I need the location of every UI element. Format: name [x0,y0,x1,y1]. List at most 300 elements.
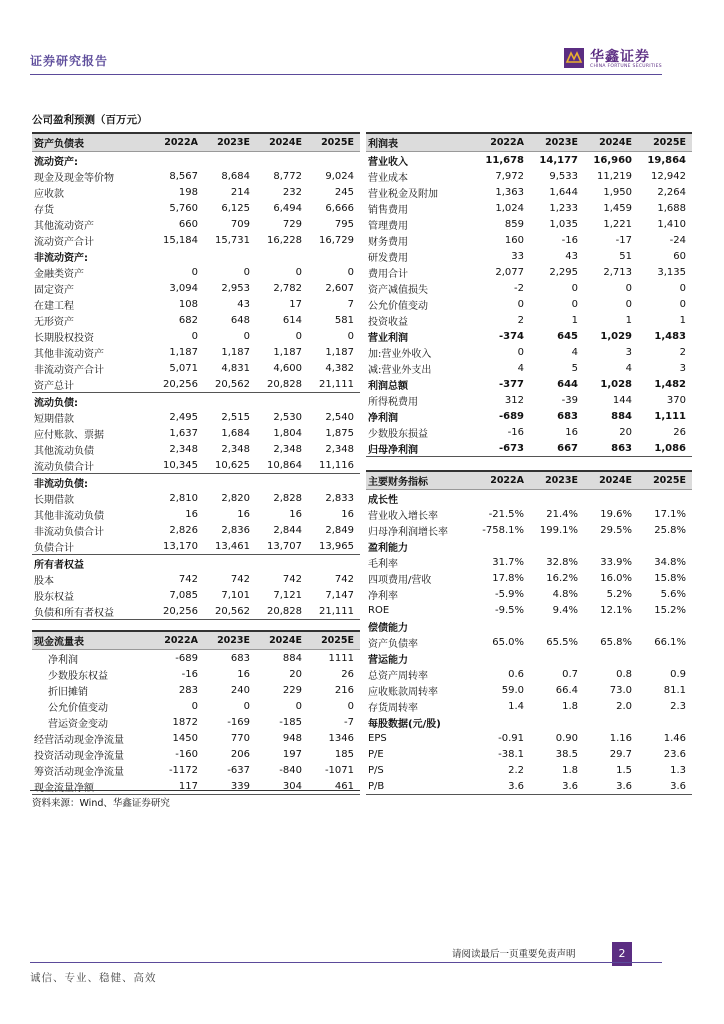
cell-value: 2,713 [603,266,632,278]
cell-value [474,714,530,730]
table-row [32,393,360,410]
row-label: 应收款 [34,188,64,200]
table-row [366,762,692,778]
cell-value [584,714,638,730]
table-row [32,200,360,216]
table-row [32,571,360,587]
table-row [366,746,692,762]
row-label: 管理费用 [368,220,408,232]
cell-value: 370 [666,394,686,406]
table-title: 主要财务指标 [366,471,474,490]
row-label: 非流动负债: [34,478,88,490]
row-label: 存货周转率 [368,702,418,714]
table-row [366,280,692,296]
row-label: 应收账款周转率 [368,686,438,698]
cell-value: 7,121 [273,589,302,601]
row-label: 研发费用 [368,252,408,264]
table-row [32,555,360,572]
cell-value [638,490,692,507]
cell-value: 0 [347,330,354,342]
table-row [32,264,360,280]
row-label: 少数股东权益 [48,670,108,682]
cell-value: 1,029 [600,330,632,342]
cell-value: 66.4 [555,684,578,696]
cell-value: 16.0% [600,572,632,584]
table-row [32,666,360,682]
cell-value: 20,256 [152,376,204,393]
cell-value [308,474,360,491]
cell-value: 16,960 [593,154,632,166]
cell-value: 0 [191,700,198,712]
column-header: 2022A [474,471,530,490]
cell-value: 1 [625,314,632,326]
cell-value: 1.46 [663,732,686,744]
table-row [32,312,360,328]
cell-value: 43 [565,250,578,262]
column-header: 2024E [584,133,638,152]
cell-value: 2,826 [169,524,198,536]
cell-value: 23.6 [663,748,686,760]
cell-value: 2,295 [549,266,578,278]
cell-value: 8,772 [273,170,302,182]
cell-value: 645 [557,330,578,342]
table-row [32,714,360,730]
cell-value: -39 [561,394,578,406]
cell-value: 7 [347,298,354,310]
cell-value: 16 [237,668,250,680]
cell-value: 13,707 [256,538,308,555]
cell-value: -169 [227,716,250,728]
table-row [366,714,692,730]
cell-value: 1.3 [670,764,686,776]
cell-value: 65.5% [546,636,578,648]
cell-value: 0 [243,330,250,342]
cell-value: 2.0 [616,700,632,712]
row-label: 非流动资产合计 [34,364,104,376]
cell-value: 14,177 [539,154,578,166]
row-label: 其他非流动资产 [34,348,104,360]
cell-value: 19.6% [600,508,632,520]
cell-value: -16 [181,668,198,680]
table-row [32,216,360,232]
cell-value: 0 [517,298,524,310]
cell-value: 2,782 [273,282,302,294]
cell-value: 1346 [328,732,354,744]
cell-value: 0.7 [562,668,578,680]
column-header: 2023E [530,471,584,490]
cell-value: 43 [237,298,250,310]
cell-value: 108 [178,298,198,310]
financial-ratios-table [366,470,692,795]
row-label: 所得税费用 [368,396,418,408]
cell-value: -689 [498,410,524,422]
row-label: P/E [368,748,384,760]
cell-value: 7,147 [325,589,354,601]
cell-value: 648 [230,314,250,326]
table-row [366,440,692,457]
row-label: 营业收入 [368,156,408,168]
report-header-title: 证券研究报告 [30,54,109,68]
cell-value: 214 [230,186,250,198]
cell-value: 5.2% [606,588,632,600]
cell-value: 2 [517,314,524,326]
cell-value: 1872 [172,716,198,728]
table-row [32,778,360,795]
cell-value: 1,086 [638,440,692,457]
table-row [32,490,360,506]
cell-value [638,538,692,554]
cell-value: 795 [334,218,354,230]
table-row [32,409,360,425]
cell-value [584,618,638,634]
row-label: 无形资产 [34,316,74,328]
cell-value [638,618,692,634]
cell-value: 1,644 [549,186,578,198]
cell-value: 206 [230,748,250,760]
cell-value [256,474,308,491]
cell-value [256,152,308,169]
cell-value: 81.1 [663,684,686,696]
row-label: 费用合计 [368,268,408,280]
row-label: 营业成本 [368,172,408,184]
cell-value: 4,600 [273,362,302,374]
row-label: 在建工程 [34,300,74,312]
row-label: 资产总计 [32,376,152,393]
column-header: 2025E [308,631,360,650]
cell-value: 0 [347,700,354,712]
row-label: 归母净利润增长率 [368,526,448,538]
cell-value [308,248,360,264]
cell-value: 6,666 [325,202,354,214]
cell-value: 31.7% [492,556,524,568]
table-row [366,360,692,376]
cell-value: 10,345 [152,457,204,474]
cell-value: 1,688 [657,202,686,214]
cell-value: 0 [295,700,302,712]
column-header: 2024E [256,631,308,650]
cell-value: -758.1% [482,524,524,536]
cell-value: 1,035 [549,218,578,230]
table-row [366,634,692,650]
cell-value: -377 [498,378,524,390]
table-row [366,200,692,216]
row-label: 折旧摊销 [48,686,88,698]
cell-value: 13,461 [204,538,256,555]
footer-divider [30,962,662,963]
column-header: 2025E [638,133,692,152]
cell-value: -0.91 [498,732,524,744]
cell-value: 20,828 [256,376,308,393]
row-label: 利润总额 [368,380,408,392]
brand-subtitle: CHINA FORTUNE SECURITIES [590,64,662,69]
cell-value: 15,184 [163,234,198,246]
cell-value: 1,804 [273,427,302,439]
column-header: 2023E [204,631,256,650]
table-row [32,168,360,184]
cell-value: 729 [282,218,302,230]
header-divider [30,74,662,75]
cell-value: 8,684 [221,170,250,182]
cell-value: 16 [565,426,578,438]
cell-value: 185 [334,748,354,760]
cell-value: 12,942 [651,170,686,182]
cell-value [152,393,204,410]
cell-value [584,490,638,507]
cashflow-table [32,630,360,795]
table-row [366,168,692,184]
cell-value: 11,219 [597,170,632,182]
cell-value: 2,348 [273,443,302,455]
row-label: 每股数据(元/股) [368,718,441,730]
brand-logo [564,46,664,74]
cell-value: 1,950 [603,186,632,198]
cell-value: 10,864 [256,457,308,474]
row-label: 减:营业外支出 [368,364,432,376]
cell-value: 682 [178,314,198,326]
table-row [32,730,360,746]
table-row [366,232,692,248]
cell-value: 683 [230,652,250,664]
cell-value: 20,828 [256,603,308,620]
row-label: 流动负债: [34,397,78,409]
cell-value: 581 [334,314,354,326]
cell-value: 2,828 [273,492,302,504]
cell-value: 9,533 [549,170,578,182]
cell-value: 33 [511,250,524,262]
row-label: 归母净利润 [366,440,474,457]
table-row [32,248,360,264]
cell-value: 1,410 [657,218,686,230]
cell-value: -1172 [168,764,198,776]
footer-motto: 诚信、专业、稳健、高效 [30,972,157,984]
cell-value: 1,024 [495,202,524,214]
cell-value: 1,187 [169,346,198,358]
cell-value: 1,363 [495,186,524,198]
table-row [366,344,692,360]
cell-value: 2,348 [169,443,198,455]
cell-value: 0.6 [508,668,524,680]
cell-value: 2,833 [325,492,354,504]
cell-value: 144 [612,394,632,406]
row-label: 公允价值变动 [48,702,108,714]
cell-value: 3 [625,346,632,358]
cell-value: -637 [227,764,250,776]
section-title: 公司盈利预测（百万元） [32,114,148,126]
income-statement-table [366,132,692,457]
cell-value: 0.90 [555,732,578,744]
column-header: 2024E [584,471,638,490]
cell-value: -5.9% [494,588,524,600]
cell-value: 60 [673,250,686,262]
cell-value [204,393,256,410]
cell-value: 859 [504,218,524,230]
cell-value: 34.8% [654,556,686,568]
cell-value: 0 [295,330,302,342]
cell-value: -7 [344,716,354,728]
row-label: 所有者权益 [34,559,84,571]
table-title: 现金流量表 [32,631,152,650]
cell-value: 0 [571,298,578,310]
balance-sheet-table [32,132,360,620]
cell-value: 198 [178,186,198,198]
row-label: 非流动负债合计 [34,526,104,538]
table-row [32,746,360,762]
cell-value: 4,831 [221,362,250,374]
row-label: 流动资产: [34,156,78,168]
row-label: 资产减值损失 [368,284,428,296]
cell-value [308,393,360,410]
cell-value [474,650,530,666]
row-label: 投资活动现金净流量 [34,750,124,762]
table-row [32,650,360,667]
table-row [366,248,692,264]
cell-value: -38.1 [498,748,524,760]
row-label: 负债合计 [32,538,152,555]
row-label: 流动负债合计 [32,457,152,474]
cell-value: -16 [507,426,524,438]
row-label: 偿债能力 [368,622,408,634]
table-title: 利润表 [366,133,474,152]
cell-value: 2,953 [221,282,250,294]
cell-value: 13,965 [308,538,360,555]
row-label: 投资收益 [368,316,408,328]
cell-value: 742 [334,573,354,585]
cell-value [584,650,638,666]
table-row [32,522,360,538]
cell-value: 709 [230,218,250,230]
column-header: 2022A [152,631,204,650]
cell-value: 304 [256,778,308,795]
row-label: 长期借款 [34,494,74,506]
cell-value [256,248,308,264]
cell-value: 948 [282,732,302,744]
cell-value: 2,515 [221,411,250,423]
cell-value: 1,187 [325,346,354,358]
cell-value: 65.0% [492,636,524,648]
column-header: 2025E [308,133,360,152]
table-row [366,506,692,522]
row-label: 营业税金及附加 [368,188,438,200]
brand-name: 华鑫证券 [590,49,650,65]
cell-value: 742 [230,573,250,585]
cell-value: 0 [191,330,198,342]
table-row [32,698,360,714]
cell-value: 884 [282,652,302,664]
cell-value: 8,567 [169,170,198,182]
cell-value: -9.5% [494,604,524,616]
table-title: 资产负债表 [32,133,152,152]
cell-value: 3.6 [474,778,530,795]
cell-value: 29.7 [609,748,632,760]
cell-value: 0 [517,346,524,358]
table-row [366,392,692,408]
row-label: 营运能力 [368,654,408,666]
cell-value [152,152,204,169]
cell-value [530,618,584,634]
cell-value: 2,820 [221,492,250,504]
row-label: 非流动资产: [34,252,88,264]
cell-value: 1450 [172,732,198,744]
cell-value: -185 [279,716,302,728]
table-row [32,344,360,360]
table-row [366,586,692,602]
cell-value: 16 [341,508,354,520]
column-header: 2022A [474,133,530,152]
cell-value: 2,849 [325,524,354,536]
row-label: 营运资金变动 [48,718,108,730]
cell-value: 0.8 [616,668,632,680]
cell-value: 160 [504,234,524,246]
row-label: 总资产周转率 [368,670,428,682]
cell-value: 1.5 [616,764,632,776]
cell-value: -689 [175,652,198,664]
cell-value: 16 [289,508,302,520]
cell-value: -16 [561,234,578,246]
cell-value: 66.1% [654,636,686,648]
cell-value: 339 [204,778,256,795]
cell-value: 15.8% [654,572,686,584]
table-row [366,602,692,618]
table-row [32,376,360,393]
cell-value: 283 [178,684,198,696]
cell-value: 65.8% [600,636,632,648]
cell-value: 6,125 [221,202,250,214]
cell-value [474,490,530,507]
row-label: 加:营业外收入 [368,348,432,360]
cell-value: 51 [619,250,632,262]
table-row [32,184,360,200]
cell-value: 12.1% [600,604,632,616]
column-header: 2022A [152,133,204,152]
row-label: 销售费用 [368,204,408,216]
table-row [32,762,360,778]
cell-value: 1,221 [603,218,632,230]
cell-value: 33.9% [600,556,632,568]
cell-value: 2,607 [325,282,354,294]
cell-value: 245 [334,186,354,198]
row-label: 净利润 [368,412,398,424]
cell-value: 3,094 [169,282,198,294]
cell-value: -840 [279,764,302,776]
cell-value [256,393,308,410]
table-row [366,312,692,328]
cell-value: -160 [175,748,198,760]
brand-logo-icon [564,48,584,68]
cell-value: 0 [295,266,302,278]
row-label: 资产负债率 [368,638,418,650]
cell-value: 17 [289,298,302,310]
cell-value: 3 [679,362,686,374]
row-label: 现金及现金等价物 [34,172,114,184]
cell-value: 240 [230,684,250,696]
source-note: 资料来源：Wind、华鑫证券研究 [32,798,170,809]
cell-value: 38.5 [555,748,578,760]
cell-value: 11,116 [308,457,360,474]
cell-value: 1 [571,314,578,326]
source-divider [30,790,360,791]
cell-value: 2,495 [169,411,198,423]
cell-value: 0 [571,282,578,294]
cell-value: 742 [178,573,198,585]
cell-value: 2,348 [221,443,250,455]
table-row [32,441,360,457]
table-row [366,730,692,746]
cell-value: 0 [191,266,198,278]
table-header-row [32,133,360,152]
cell-value: 4 [517,362,524,374]
cell-value: 2,844 [273,524,302,536]
cell-value: -17 [615,234,632,246]
